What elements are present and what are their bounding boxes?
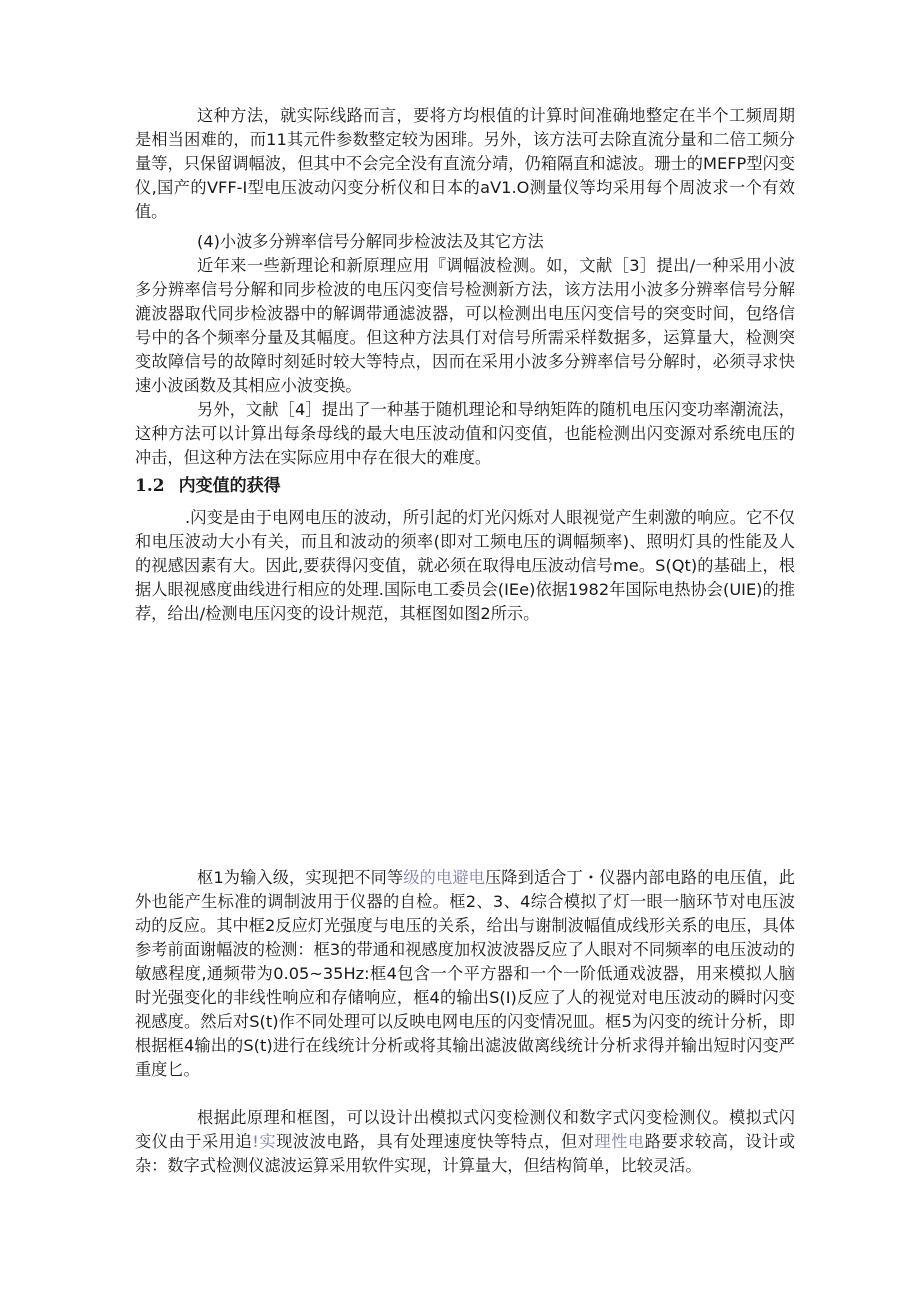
paragraph-rms-method: 这种方法，就实际线路而言，要将方均根值的计算时间准确地整定在半个工频周期是相当困难的，而11其元件参数整定较为困琲。另外，该方法可去除直流分量和二倍工频分量等，只保留调幅波，但其中不会完全没有直流分靖，仍箱隔直和滤波。珊士的MEFP型闪变仪,国产的VFF-I型电压波动闪变分析仪和日本的aV1.O测量仪等均采用每个周波求一个有效值。 bbox=[135, 106, 795, 221]
inline-link[interactable]: 级的电避电 bbox=[403, 868, 485, 887]
paragraph-random-power-flow: 另外，文献［4］提出了一种基于随机理论和导纳矩阵的随机电压闪变功率潮流法，这种方法可以计算出每条母线的最大电压波动值和闪变值，也能检测出闪变源对系统电压的冲击，但这种方法在实际应用中存在很大的难度。 bbox=[135, 400, 795, 467]
paragraph-flicker-definition: .闪变是由于电网电压的波动，所引起的灯光闪烁对人眼视觉产生刺激的响应。它不仅和电压波动大小有关，而且和波动的须率(即对工频电压的调幅频率)、照明灯具的性能及人的视感因素有大。因此,要获得闪变值，就必须在取得电压波动信号me。S(Qt)的基础上，根据人眼视感度曲线进行相应的处理.国际电工委员会(IEe)依据1982年国际电热协会(UIE)的推荐，给出/检测电压闪变的设计规范，其框图如图2所示。 bbox=[135, 508, 795, 623]
subheading-wavelet-method: (4)小波多分辨率信号分解同步检波法及其它方法 bbox=[197, 232, 544, 251]
section-title: 内变值的获得 bbox=[178, 476, 281, 496]
inline-link[interactable]: 理性电 bbox=[594, 1132, 645, 1151]
section-number: 1.2 bbox=[135, 476, 165, 496]
paragraph-analog-vs-digital: 根据此原理和框图，可以设计出模拟式闪变检测仪和数字式闪变检测仪。模拟式闪变仪由于采用追!实现波波电路，具有处理速度快等特点，但对理性电路要求较高，设计或杂：数字式检测仪滤波运算采用软件实现，计算量大，但结构简单，比较灵活。 bbox=[135, 1108, 796, 1175]
paragraph-block-diagram-explanation: 枢1为输入级，实现把不同等级的电避电压降到适合丁・仪器内部电路的电压值，此外也能产生标准的调制波用于仪器的自检。框2、3、4综合模拟了灯一眼一脑环节对电压波动的反应。其中框2反应灯光强度与电压的关系，给出与谢制波幅值成线形关系的电压，具体参考前面谢幅波的检测：框3的带通和视感度加权波波器反应了人眼对不同频率的电压波动的敏感程度,通频带为0.05~35Hz:框4包含一个平方器和一个一阶低通戏波器，用来模拟人脑时光强变化的非线性响应和存储响应，框4的输出S(I)反应了人的视觉对电压波动的瞬时闪变视感度。然后对S(t)作不同处理可以反映电网电压的闪变情况皿。框5为闪变的统计分析，即根据框4输出的S(t)进行在线统计分析或将其输出滤波做离线统计分析求得并输出短时闪变严重度匕。 bbox=[135, 868, 795, 1079]
figure-placeholder bbox=[135, 640, 795, 850]
inline-link[interactable]: !实 bbox=[252, 1132, 277, 1151]
section-heading bbox=[135, 474, 281, 498]
paragraph-wavelet-method: 近年来一些新理论和新原理应用『调幅波检测。如，文献［3］提出/一种采用小波多分辨率信号分解和同步检波的电压闪变信号检测新方法，该方法用小波多分辨率信号分解漉波器取代同步检波器中的解调带通滤波器，可以检测出电压闪变信号的突变时间，包络信号中的各个频率分量及其幅度。但这种方法具仃对信号所需采样数据多，运算量大，检测突变故障信号的故障时刻延时较大等特点，因而在采用小波多分辨率信号分解时，必须寻求快速小波函数及其相应小波变换。 bbox=[135, 256, 795, 395]
